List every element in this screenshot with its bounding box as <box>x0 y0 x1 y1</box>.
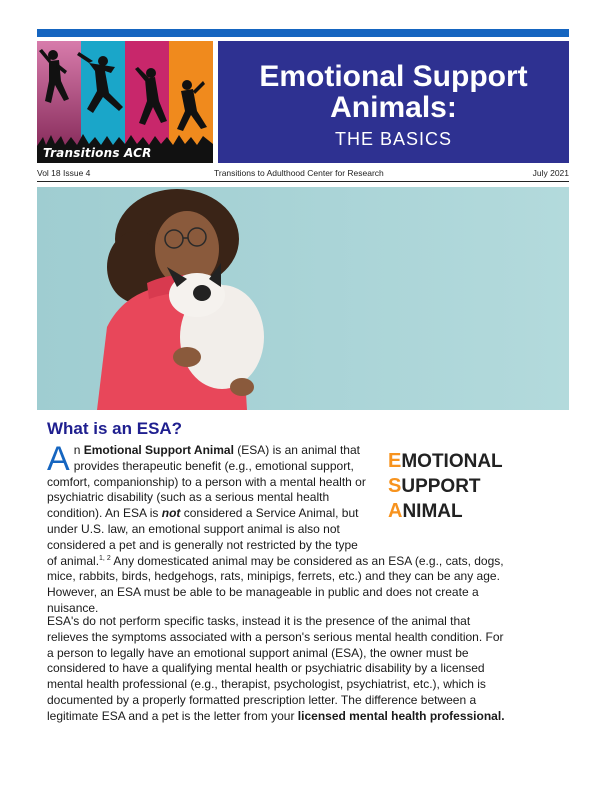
newsletter-subtitle: THE BASICS <box>334 129 453 149</box>
title-banner <box>218 41 569 163</box>
logo-text: Transitions ACR <box>43 146 152 160</box>
p2-text-1: ESA's do not perform specific tasks, instead it is the presence of the animal that relieves the symptoms associated with a person's serious mental health condition. For a person to legally have an emotional support animal (ESA), the owner must be considered to have a qualifying mental health or psychiatric disability by a licensed mental health professional (e.g., therapist, psychologist, psychiatrist, etc.), which is documented by a properly formatted prescription letter. The difference between a legitimate ESA and a pet is the letter from your <box>47 614 504 723</box>
newsletter-title <box>218 61 569 123</box>
esa-line-3 <box>388 499 512 524</box>
p1-text-4: Any domesticated animal may be considered as an ESA (e.g., cats, dogs, mice, rabbits, birds, hedgehogs, rats, minipigs, ferrets, etc.) and they can be any age. However, an ESA must be able to be manageable in public and does not create a nuisance. <box>47 553 504 615</box>
issue-date: July 2021 <box>532 168 569 178</box>
p1-bold-esa: Emotional Support Animal <box>83 443 234 457</box>
p2-bold-professional: licensed mental health professional. <box>297 708 505 723</box>
esa-letter-e: E <box>388 450 402 472</box>
esa-word-animal: NIMAL <box>402 501 463 522</box>
p1-text-3: considered a Service Animal, but under U.S. law, an emotional support animal is also not considered a pet and is generally not restricted by the type of animal. <box>47 506 359 568</box>
issue-info-bar <box>37 168 569 180</box>
footnote-ref: 1, 2 <box>99 554 111 562</box>
woman-with-dog-photo <box>37 187 569 410</box>
drop-cap: A <box>47 440 70 478</box>
esa-word-emotional: MOTIONAL <box>401 451 503 472</box>
title-line-2: Animals: <box>330 91 457 124</box>
title-line-1: Emotional Support <box>259 60 528 93</box>
paragraph-1 <box>47 440 512 617</box>
esa-acronym-graphic <box>388 449 512 545</box>
esa-letter-a: A <box>388 500 403 522</box>
section-heading: What is an ESA? <box>47 419 183 438</box>
top-accent-bar <box>37 29 569 37</box>
p1-text-2: (ESA) is an animal that provides therapeutic benefit (e.g., emotional support, comfort, companionship) to a person with a mental health or psychiatric disability (such as a serious mental health condition). An ESA is <box>47 443 366 521</box>
issue-divider <box>37 181 569 182</box>
issue-volume: Vol 18 Issue 4 <box>37 168 91 178</box>
center-name: Transitions to Adulthood Center for Research <box>214 168 384 178</box>
transitions-acr-logo <box>37 41 213 163</box>
p1-text-1: n <box>73 443 84 457</box>
paragraph-2 <box>47 614 512 725</box>
esa-word-support: UPPORT <box>401 476 481 497</box>
p1-bold-italic-not: not <box>161 506 181 521</box>
esa-letter-s: S <box>388 475 402 497</box>
esa-line-1 <box>388 449 512 474</box>
esa-line-2 <box>388 474 512 499</box>
